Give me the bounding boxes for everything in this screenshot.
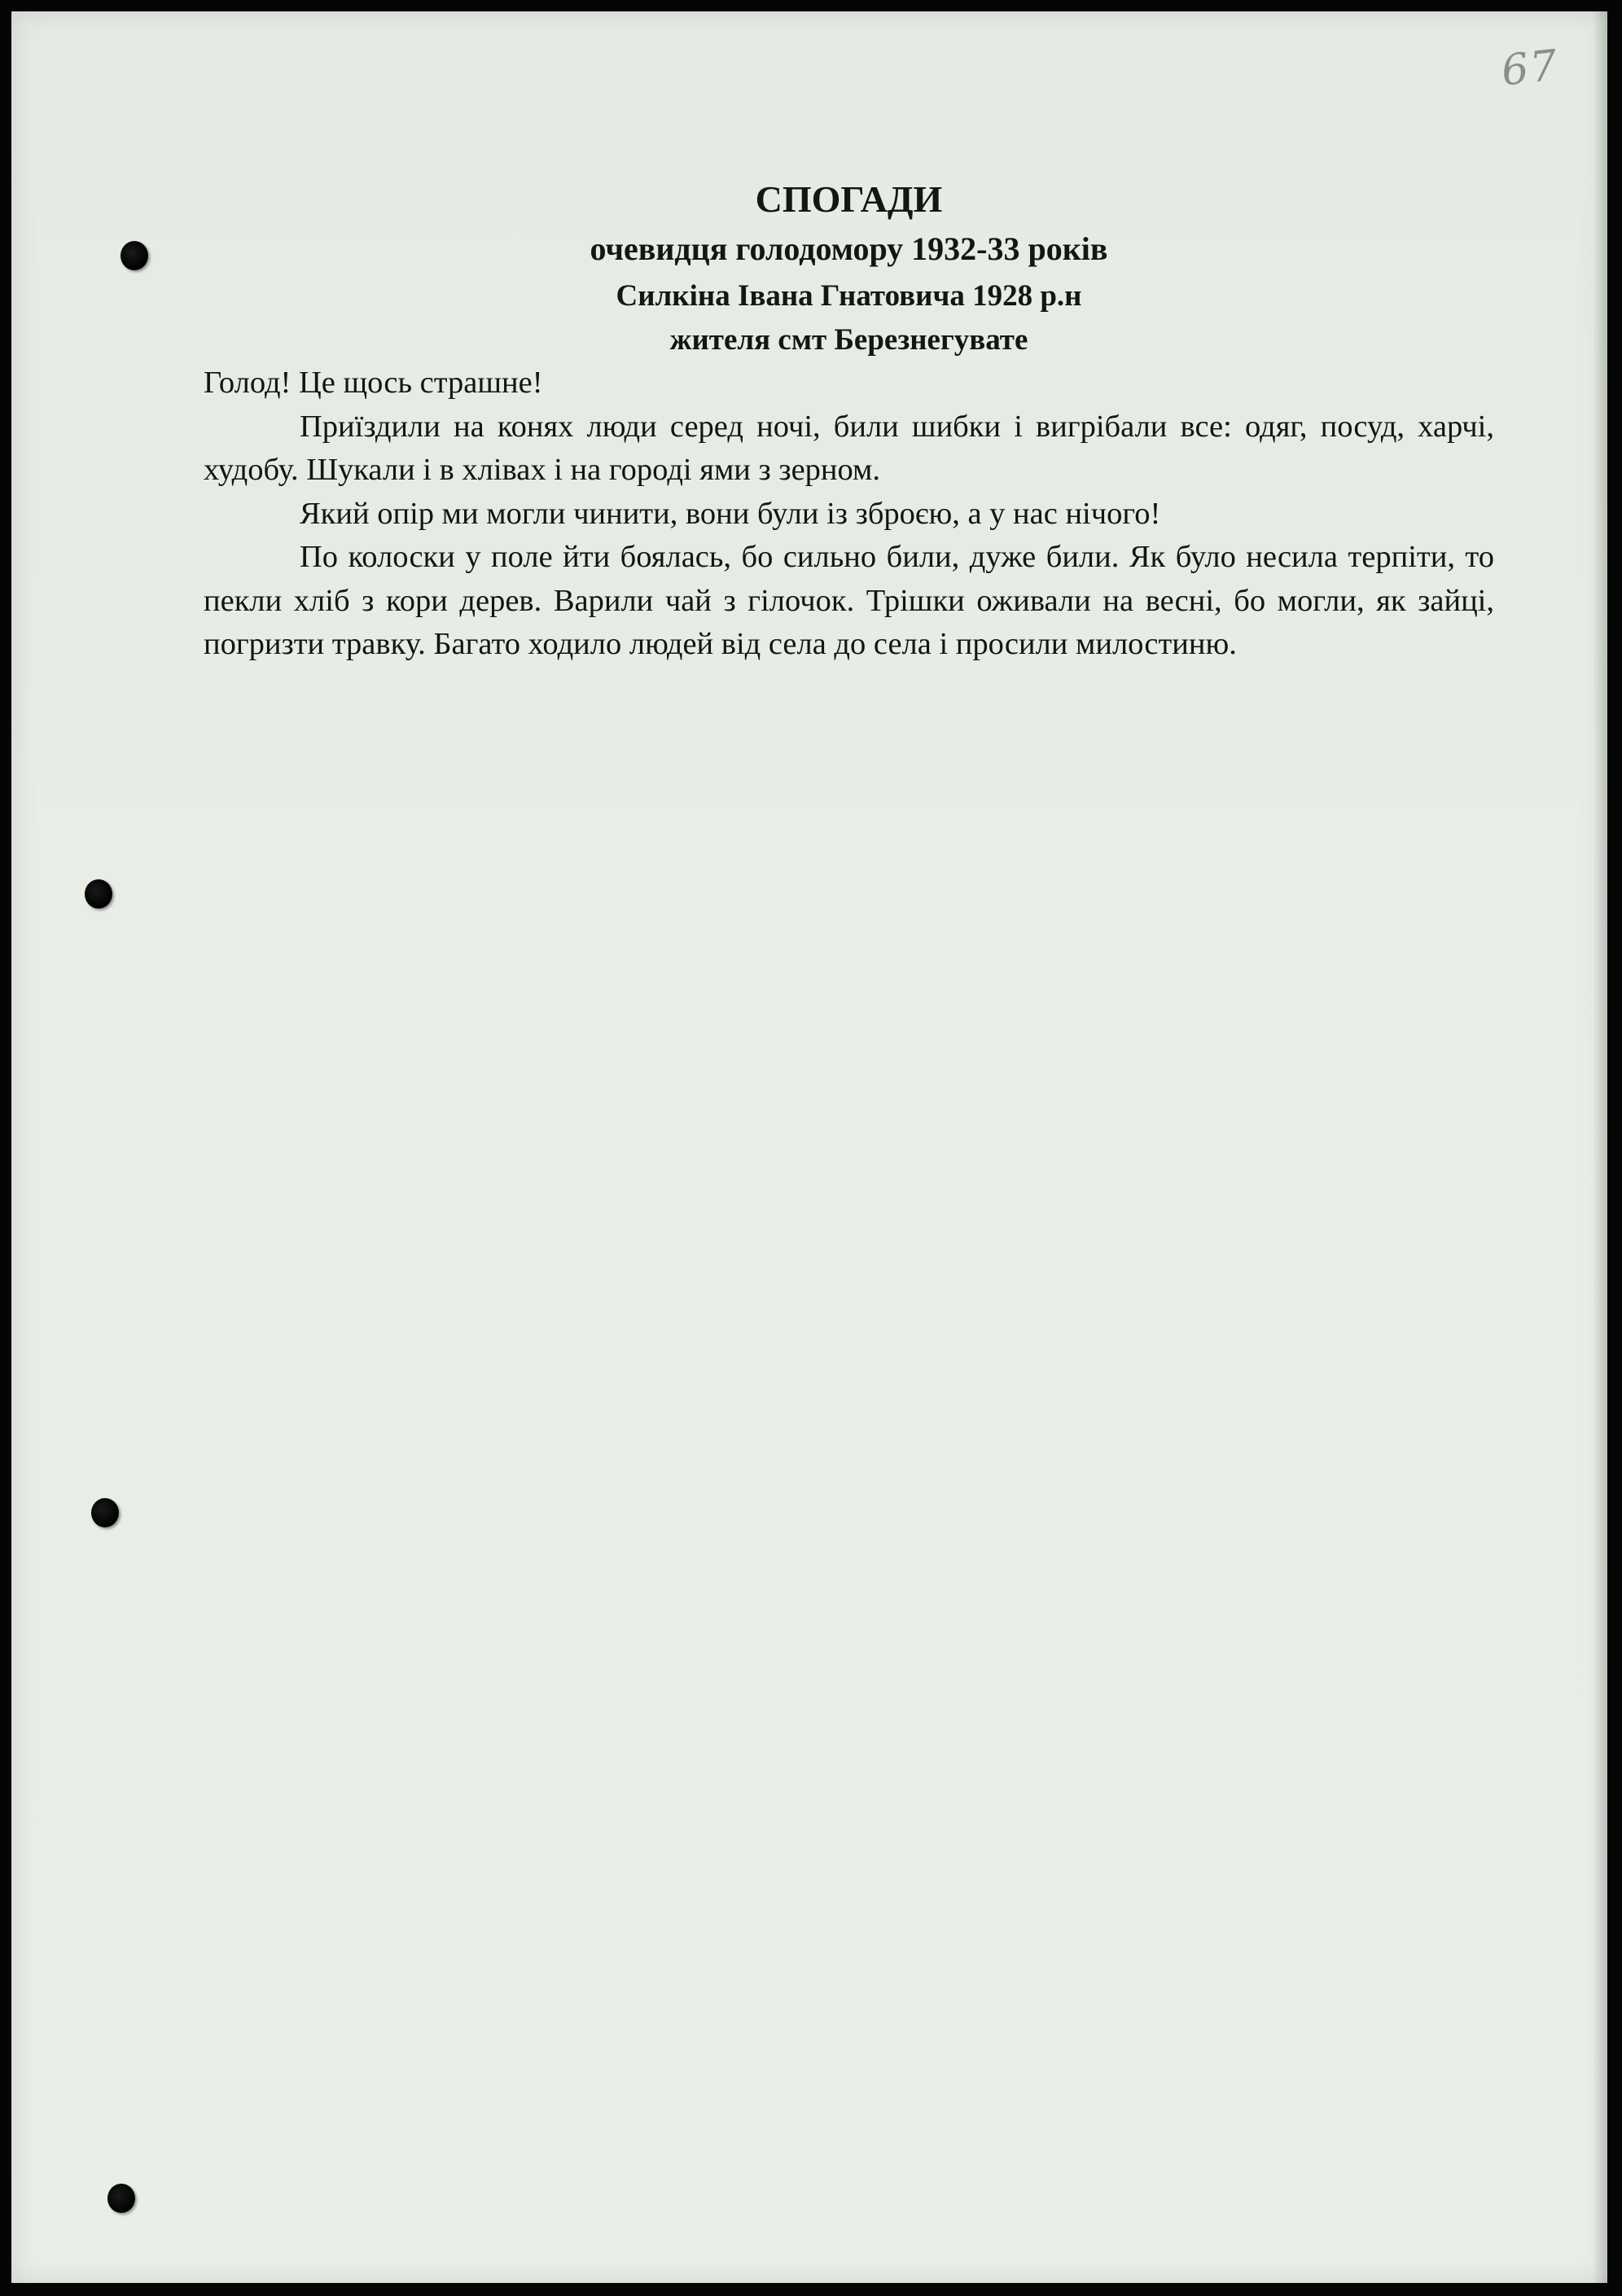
paragraph: Голод! Це щось страшне! bbox=[204, 366, 543, 400]
punch-hole bbox=[85, 879, 112, 909]
witness-residence: жителя смт Березнегувате bbox=[669, 323, 1028, 357]
memoir-body bbox=[204, 361, 1494, 667]
document-title: СПОГАДИ bbox=[755, 178, 943, 220]
handwritten-page-number: 67 bbox=[1499, 41, 1562, 96]
witness-name: Силкіна Івана Гнатовича 1928 р.н bbox=[616, 279, 1082, 313]
punch-hole bbox=[91, 1498, 119, 1527]
punch-hole bbox=[121, 241, 148, 270]
paragraph: По колоски у поле йти боялась, бо сильно били, дуже били. Як було несила терпіти, то пекли хліб з кори дерев. Варили чай з гілочок. Трішки оживали на весні, бо могли, як зайці, погризти травку. Багато ходило людей від села до села і просили милостиню. bbox=[204, 540, 1494, 661]
document-subtitle: очевидця голодомору 1932-33 років bbox=[590, 230, 1108, 267]
paper-sheet bbox=[11, 11, 1607, 2283]
punch-hole bbox=[107, 2184, 135, 2213]
paragraph: Який опір ми могли чинити, вони були із зброєю, а у нас нічого! bbox=[300, 496, 1161, 531]
paragraph: Приїздили на конях люди серед ночі, били шибки і вигрібали все: одяг, посуд, харчі, худобу. Шукали і в хлівах і на городі ями з зерном. bbox=[204, 409, 1494, 487]
